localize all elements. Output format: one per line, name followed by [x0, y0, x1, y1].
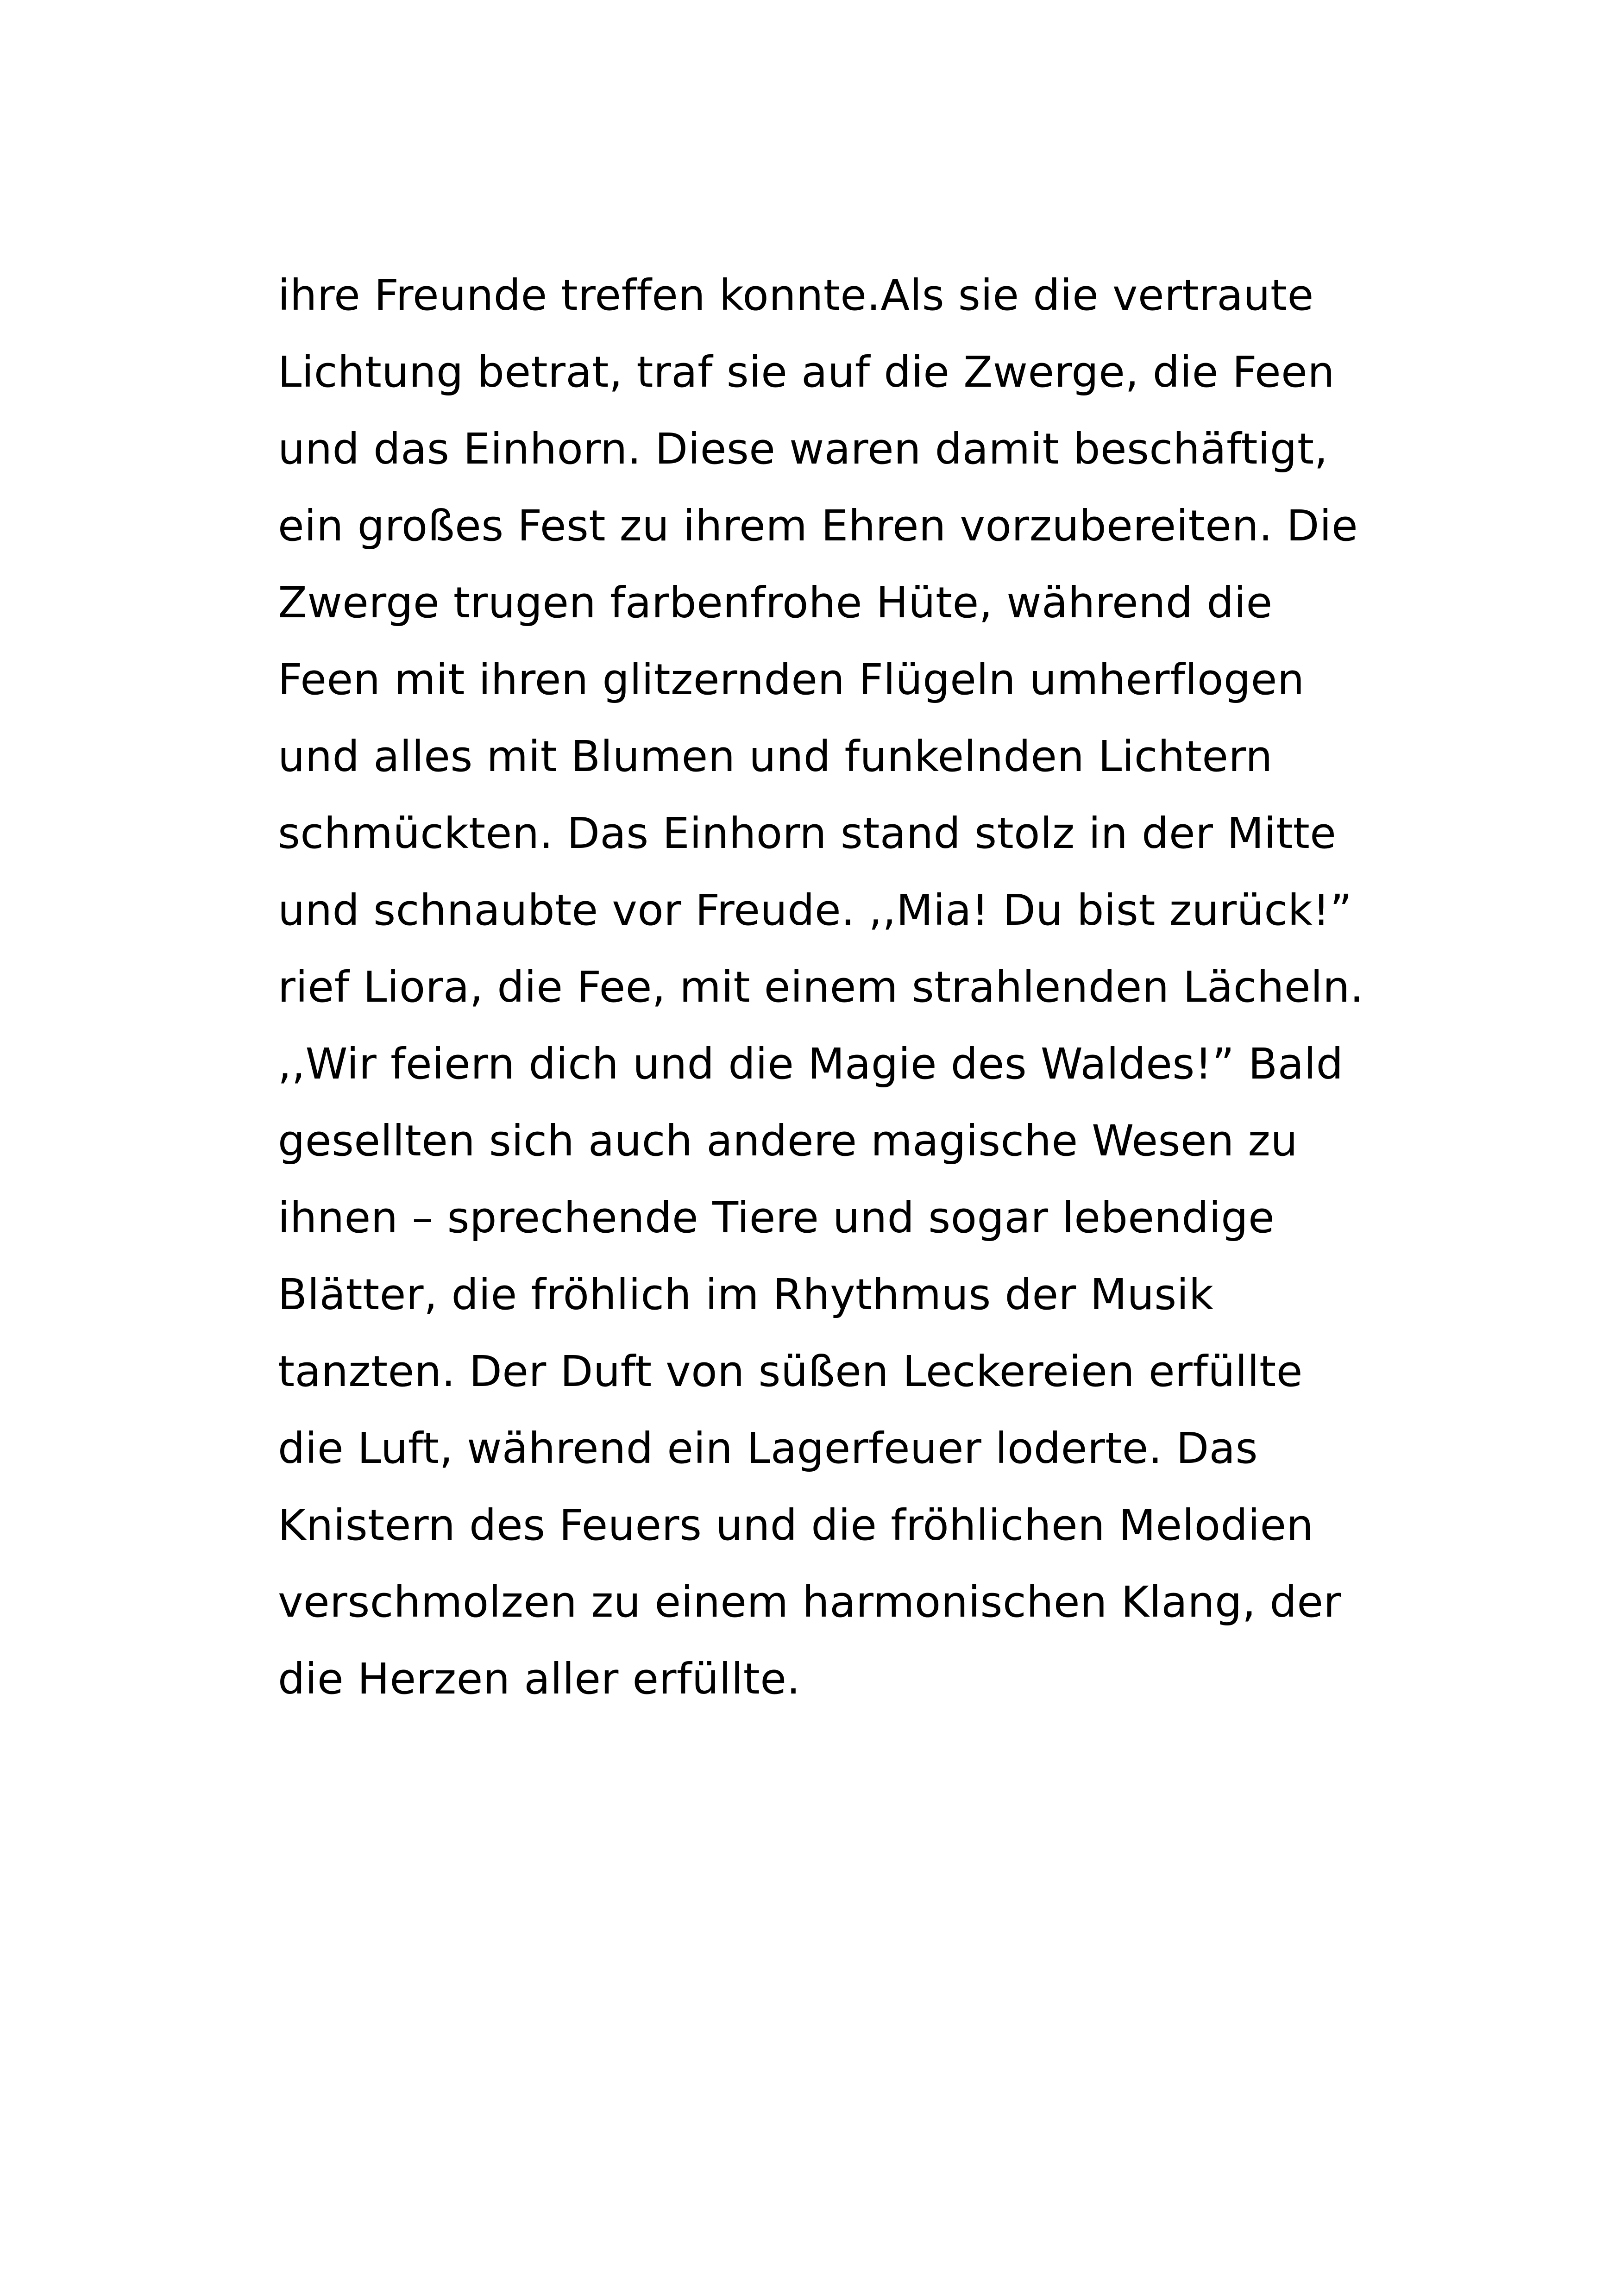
- text-line: und das Einhorn. Diese waren damit beschäftigt,: [278, 424, 1328, 474]
- text-line: ihre Freunde treffen konnte.Als sie die vertraute: [278, 270, 1314, 320]
- text-line: ihnen – sprechende Tiere und sogar lebendige: [278, 1193, 1275, 1242]
- text-line: verschmolzen zu einem harmonischen Klang, der: [278, 1577, 1341, 1627]
- text-line: die Herzen aller erfüllte.: [278, 1654, 801, 1704]
- text-line: Zwerge trugen farbenfrohe Hüte, während die: [278, 578, 1273, 627]
- text-line: Feen mit ihren glitzernden Flügeln umherflogen: [278, 655, 1305, 704]
- text-line: und schnaubte vor Freude. ,,Mia! Du bist zurück!”: [278, 885, 1352, 935]
- text-line: und alles mit Blumen und funkelnden Lichtern: [278, 732, 1273, 781]
- text-line: Blätter, die fröhlich im Rhythmus der Musik: [278, 1270, 1214, 1319]
- text-line: tanzten. Der Duft von süßen Leckereien erfüllte: [278, 1347, 1303, 1396]
- story-paragraph: [278, 257, 1399, 1718]
- text-line: ,,Wir feiern dich und die Magie des Waldes!” Bald: [278, 1039, 1344, 1089]
- text-line: Lichtung betrat, traf sie auf die Zwerge, die Feen: [278, 347, 1335, 397]
- text-line: Knistern des Feuers und die fröhlichen Melodien: [278, 1500, 1314, 1550]
- text-line: rief Liora, die Fee, mit einem strahlenden Lächeln.: [278, 962, 1364, 1012]
- text-line: gesellten sich auch andere magische Wesen zu: [278, 1116, 1298, 1166]
- text-line: ein großes Fest zu ihrem Ehren vorzubereiten. Die: [278, 501, 1358, 551]
- text-line: schmückten. Das Einhorn stand stolz in der Mitte: [278, 809, 1337, 858]
- text-line: die Luft, während ein Lagerfeuer loderte. Das: [278, 1424, 1258, 1473]
